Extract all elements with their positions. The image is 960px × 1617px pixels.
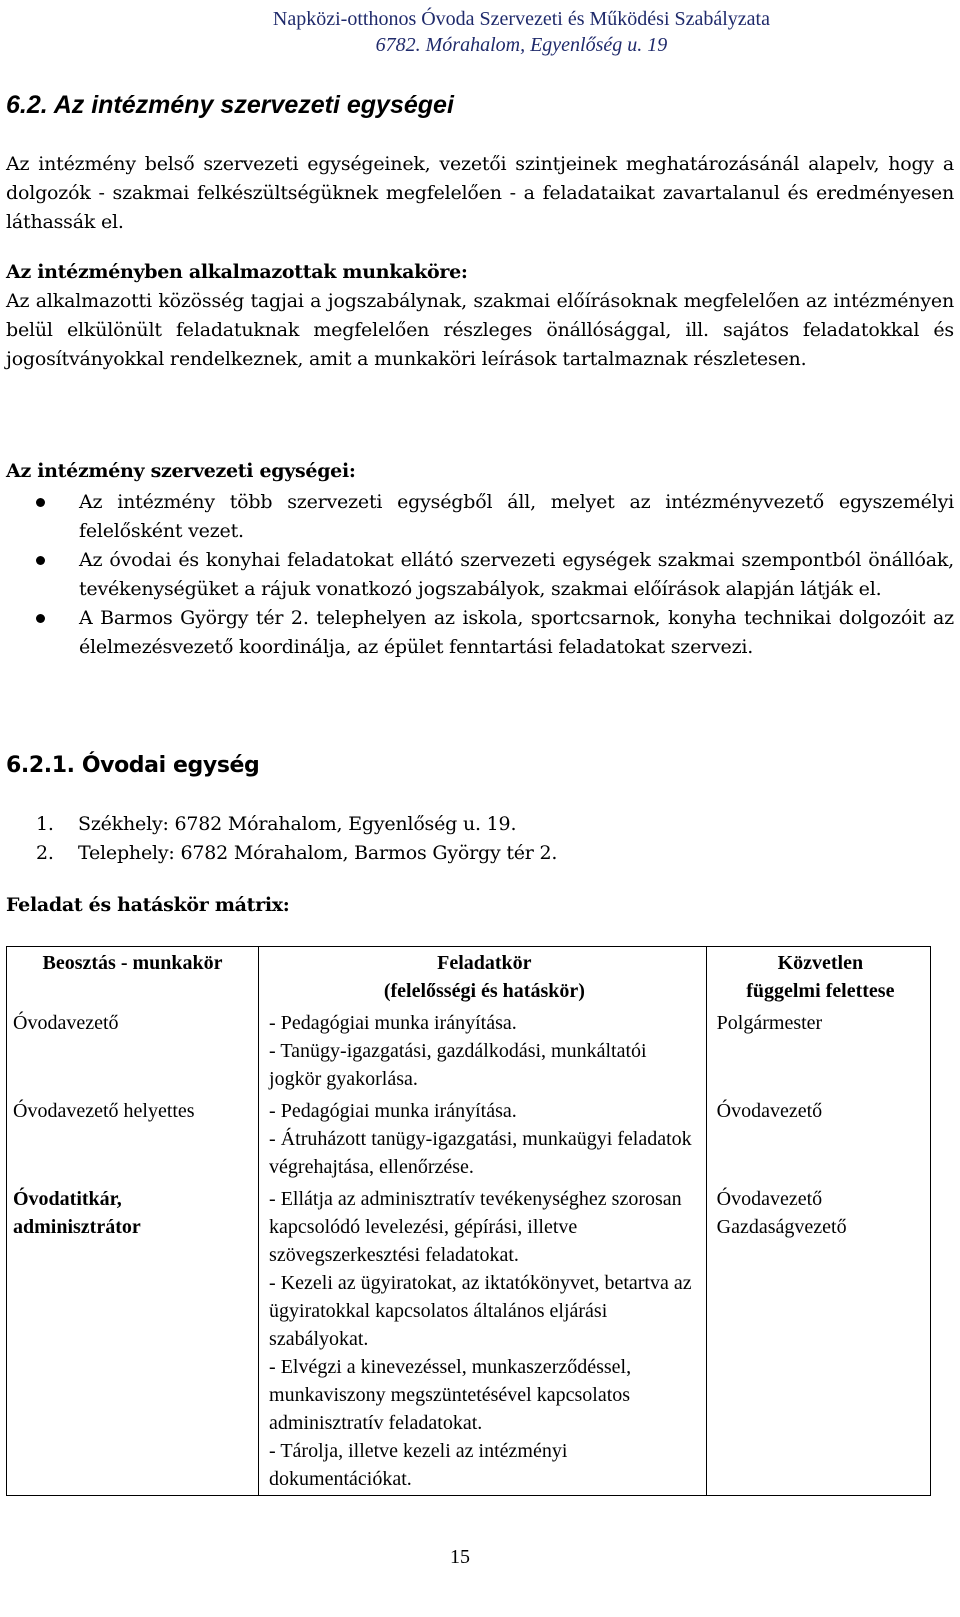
task-item: - Tanügy-igazgatási, gazdálkodási, munkáltatói jogkör gyakorlása. (269, 1040, 647, 1090)
list-item (0, 488, 954, 546)
list-item (36, 810, 557, 839)
intro-paragraph: Az intézmény belső szervezeti egységeinek, vezetői szintjeinek meghatározásánál alapelv, hogy a dolgozók - szakmai felkészültségüknek megfelelően - a feladataikat zavartalanul és eredményesen láthassák el. (6, 153, 954, 233)
matrix-heading: Feladat és hatáskör mátrix: (6, 894, 290, 916)
responsibility-matrix-table (6, 946, 931, 1496)
task-item: - Elvégzi a kinevezéssel, munkaszerződéssel, munkaviszony megszüntetésével kapcsolatos adminisztratív feladatokat. (269, 1356, 632, 1434)
task-item: - Tárolja, illetve kezeli az intézményi dokumentációkat. (269, 1440, 568, 1490)
list-item (0, 546, 954, 604)
subsection-title: 6.2.1. Óvodai egység (6, 753, 260, 778)
superior-cell (706, 1007, 930, 1095)
col-header-tasks (259, 947, 707, 1008)
bullet-icon (36, 614, 45, 623)
bullet-text: Az óvodai és konyhai feladatokat ellátó szervezeti egységek szakmai szempontból önállóak, tevékenységüket a rájuk vonatkozó jogszabályok, szakmai előírások alapján látják el. (79, 549, 954, 600)
bullet-icon (36, 498, 45, 507)
superior-cell (706, 1095, 930, 1183)
tasks-cell (259, 1095, 707, 1183)
table-row (7, 1095, 931, 1183)
tasks-cell (259, 1007, 707, 1095)
staff-duties-heading: Az intézményben alkalmazottak munkaköre: (6, 261, 468, 283)
table-header-row (7, 947, 931, 1008)
header-address: 6782. Mórahalom, Egyenlőség u. 19 (375, 34, 668, 56)
units-bullet-list (0, 488, 954, 662)
staff-duties-text: Az alkalmazotti közösség tagjai a jogszabálynak, szakmai előírásoknak megfelelően az intézményen belül elkülönült feladatuknak megfelelően részleges önállósággal, ill. sajátos feladatokkal és jogosítványokkal rendelkeznek, amit a munkaköri leírások tartalmaznak részletesen. (6, 290, 954, 370)
sites-list (36, 810, 557, 868)
list-item (36, 839, 557, 868)
task-item: - Átruházott tanügy-igazgatási, munkaügyi feladatok végrehajtása, ellenőrzése. (269, 1128, 692, 1178)
table-row (7, 1007, 931, 1095)
superior-item: Polgármester (716, 1012, 823, 1034)
task-item: - Ellátja az adminisztratív tevékenységhez szorosan kapcsolódó levelezési, gépírási, illetve szövegszerkesztési feladatokat. (269, 1188, 682, 1266)
list-number: 1. (36, 813, 54, 835)
task-item: - Kezeli az ügyiratokat, az iktatókönyvet, betartva az ügyiratokkal kapcsolatos általános eljárási szabályokat. (269, 1272, 692, 1350)
task-item: - Pedagógiai munka irányítása. (269, 1012, 517, 1034)
role-cell: Óvodavezető (7, 1007, 259, 1095)
section-title: 6.2. Az intézmény szervezeti egységei (6, 91, 454, 119)
list-item (0, 604, 954, 662)
header-title: Napközi-otthonos Óvoda Szervezeti és Működési Szabályzata (272, 8, 770, 30)
page-number: 15 (450, 1546, 470, 1568)
units-heading: Az intézmény szervezeti egységei: (6, 460, 356, 482)
bullet-icon (36, 556, 45, 565)
role-cell: Óvodatitkár, adminisztrátor (7, 1183, 259, 1496)
superior-item: Gazdaságvezető (716, 1216, 847, 1238)
bullet-text: Az intézmény több szervezeti egységből áll, melyet az intézményvezető egyszemélyi felelősként vezet. (79, 491, 954, 542)
col-header-role: Beosztás - munkakör (7, 947, 259, 1008)
col-header-tasks-line1: Feladatkör (437, 952, 532, 974)
task-item: - Pedagógiai munka irányítása. (269, 1100, 517, 1122)
site-text: Telephely: 6782 Mórahalom, Barmos György tér 2. (78, 842, 558, 864)
tasks-cell (259, 1183, 707, 1496)
list-number: 2. (36, 842, 54, 864)
col-header-superior (706, 947, 930, 1008)
bullet-text: A Barmos György tér 2. telephelyen az iskola, sportcsarnok, konyha technikai dolgozóit az élelmezésvezető koordinálja, az épület fenntartási feladatokat szervezi. (79, 607, 954, 658)
site-text: Székhely: 6782 Mórahalom, Egyenlőség u. 19. (78, 813, 517, 835)
col-header-superior-line1: Közvetlen (777, 952, 864, 974)
role-cell: Óvodavezető helyettes (7, 1095, 259, 1183)
superior-item: Óvodavezető (716, 1188, 823, 1210)
superior-item: Óvodavezető (716, 1100, 823, 1122)
col-header-tasks-line2: (felelősségi és hatáskör) (383, 980, 585, 1002)
col-header-superior-line2: függelmi felettese (746, 980, 895, 1002)
superior-cell (706, 1183, 930, 1496)
page-header (273, 6, 770, 58)
table-row (7, 1183, 931, 1496)
